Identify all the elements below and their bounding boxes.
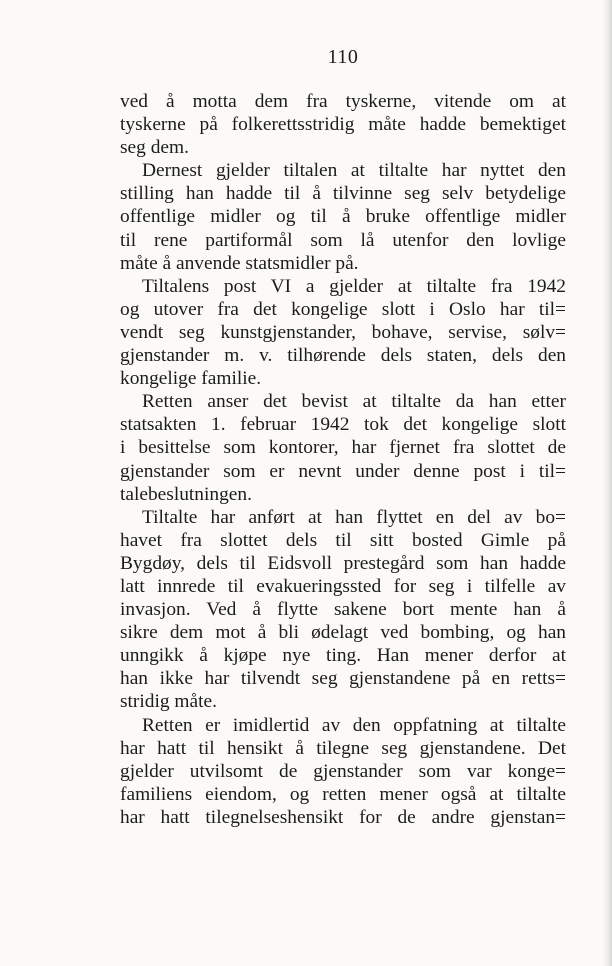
text-line: har hatt tilegnelseshensikt for de andre gjenstan= bbox=[120, 806, 566, 828]
text-line: gjenstander som er nevnt under denne post i til= bbox=[120, 460, 566, 482]
text-line: havet fra slottet dels til sitt bosted Gimle på bbox=[120, 529, 566, 551]
text-line: gjenstander m. v. tilhørende dels staten, dels den bbox=[120, 345, 566, 367]
text-line: i besittelse som kontorer, har fjernet fra slottet de bbox=[120, 437, 566, 459]
text-line: ved å motta dem fra tyskerne, vitende om at bbox=[120, 91, 566, 112]
text-line: statsakten 1. februar 1942 tok det kongelige slott bbox=[120, 414, 566, 436]
page-number: 110 bbox=[327, 46, 359, 68]
page-edge-shadow bbox=[602, 0, 612, 966]
text-line: familiens eiendom, og retten mener også at tiltalte bbox=[120, 783, 566, 805]
text-line: har hatt til hensikt å tilegne seg gjenstandene. Det bbox=[120, 737, 566, 759]
paragraph-start-line: Dernest gjelder tiltalen at tiltalte har nyttet den bbox=[142, 160, 566, 182]
text-line: til rene partiformål som lå utenfor den lovlige bbox=[120, 229, 566, 251]
text-line: måte å anvende statsmidler på. bbox=[120, 252, 359, 274]
paragraph-start-line: Tiltalens post VI a gjelder at tiltalte fra 1942 bbox=[142, 275, 566, 297]
text-line: talebeslutningen. bbox=[120, 483, 252, 505]
text-line: sikre dem mot å bli ødelagt ved bombing, og han bbox=[120, 622, 566, 644]
text-line: latt innrede til evakueringssted for seg i tilfelle av bbox=[120, 575, 566, 597]
text-line: kongelige familie. bbox=[120, 368, 262, 390]
paragraph-start-line: Retten anser det bevist at tiltalte da han etter bbox=[142, 391, 566, 413]
text-line: tyskerne på folkerettsstridig måte hadde bemektiget bbox=[120, 114, 566, 136]
text-line: offentlige midler og til å bruke offentlige midler bbox=[120, 206, 566, 228]
paragraph-start-line: Tiltalte har anført at han flyttet en del av bo= bbox=[142, 506, 566, 528]
body-text bbox=[120, 90, 566, 829]
text-line: unngikk å kjøpe nye ting. Han mener derfor at bbox=[120, 645, 566, 667]
text-line: vendt seg kunstgjenstander, bohave, servise, sølv= bbox=[120, 321, 566, 343]
text-line: han ikke har tilvendt seg gjenstandene på en retts= bbox=[120, 668, 566, 690]
text-line: stilling han hadde til å tilvinne seg selv betydelige bbox=[120, 183, 566, 205]
text-line: og utover fra det kongelige slott i Oslo har til= bbox=[120, 298, 566, 320]
paragraph-start-line: Retten er imidlertid av den oppfatning at tiltalte bbox=[142, 714, 566, 736]
text-line: seg dem. bbox=[120, 137, 189, 159]
text-line: stridig måte. bbox=[120, 691, 217, 713]
text-line: invasjon. Ved å flytte sakene bort mente han å bbox=[120, 599, 566, 621]
text-line: Bygdøy, dels til Eidsvoll prestegård som han hadde bbox=[120, 552, 566, 574]
text-line: gjelder utvilsomt de gjenstander som var konge= bbox=[120, 760, 566, 782]
